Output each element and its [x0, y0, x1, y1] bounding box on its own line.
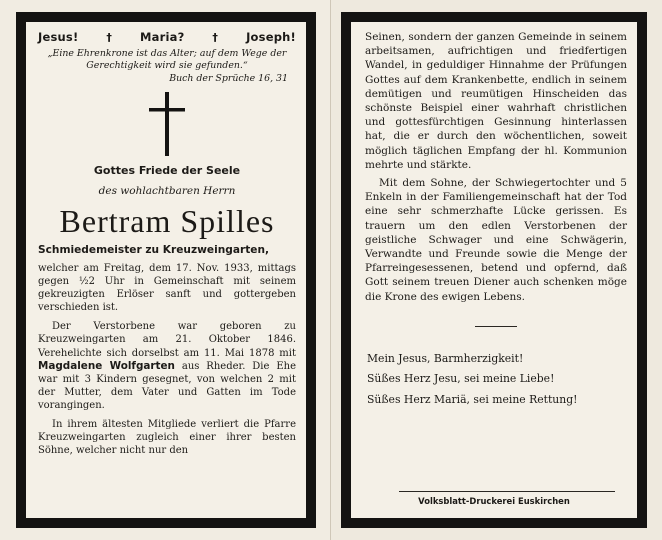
honorific-line: des wohlachtbaren Herrn — [98, 185, 236, 197]
birth-marriage-paragraph — [38, 320, 296, 412]
jesus-heading: Jesus! — [38, 30, 79, 44]
right-biography-text — [363, 30, 629, 304]
small-cross-icon: † — [212, 30, 219, 44]
holy-names-heading — [36, 30, 298, 44]
mourning-paragraph: Mit dem Sohne, der Schwiegertochter und 5 Enkeln in der Familiengemeinschaft hat der Tod eine sehr schmerzhafte Lücke gerissen. Es trauern um den edlen Verstorbenen der geistliche Schwager und eine Schwägerin, Verwandte und Freunde sowie die Menge der Pfarreingesessenen, betend und opfernd, daß Gott seinem treuen Diener auch schenken möge die Krone des ewigen Lebens. — [365, 177, 627, 303]
death-paragraph: welcher am Freitag, dem 17. Nov. 1933, mittags gegen ½2 Uhr in Gemeinschaft mit seinem gekreuzigten Erlöser sanft und gottergeben verschieden ist. — [38, 263, 296, 314]
left-card-panel — [0, 0, 330, 540]
deceased-name: Bertram Spilles — [59, 203, 275, 239]
left-biography-text — [36, 262, 298, 457]
bible-quote: „Eine Ehrenkrone ist das Alter; auf dem Wege der Gerechtigkeit wird sie gefunden.“ — [47, 48, 287, 71]
wife-name: Magdalene Wolfgarten — [38, 359, 175, 372]
printer-rule — [399, 491, 615, 492]
prayer-line: Süßes Herz Jesu, sei meine Liebe! — [367, 372, 555, 386]
birth-marriage-text-b: aus Rheder. Die Ehe war mit 3 Kindern gesegnet, von welchen 2 mit der Mutter, dem Vater und Gatten im Tode vorangingen. — [38, 360, 296, 411]
profession-line: Schmiedemeister zu Kreuzweingarten, — [38, 244, 270, 256]
joseph-heading: Joseph! — [246, 30, 296, 44]
right-card-panel — [331, 0, 661, 540]
birth-marriage-text-a: Der Verstorbene war geboren zu Kreuzweingarten am 21. Oktober 1846. Verehelichte sich dorselbst am 11. Mai 1878 mit — [38, 321, 296, 359]
gods-peace-heading: Gottes Friede der Seele — [93, 164, 241, 177]
printer-imprint: Volksblatt-Druckerei Euskirchen — [418, 496, 570, 506]
large-cross-icon — [149, 92, 185, 156]
cross-area — [36, 84, 298, 162]
small-cross-icon: † — [106, 30, 113, 44]
left-black-border-frame — [16, 12, 316, 528]
prayer-list — [363, 349, 629, 411]
prayer-line: Süßes Herz Mariä, sei meine Rettung! — [367, 392, 578, 406]
right-black-border-frame — [341, 12, 647, 528]
quote-source: Buch der Sprüche 16, 31 — [169, 73, 288, 84]
prayer-line: Mein Jesus, Barmherzigkeit! — [367, 351, 524, 365]
maria-heading: Maria? — [140, 30, 185, 44]
virtue-paragraph: Seinen, sondern der ganzen Gemeinde in seinem arbeitsamen, aufrichtigen und friedfertigen Wandel, in geduldiger Hinnahme der Prüfungen Gottes auf dem Krankenbette, endlich in seinem demütigen und reumütigen Hinscheiden das schönste Beispiel einer wahrhaft christlichen und gottesfürchtigen Gesinnung hinterlassen hat, die er durch den wöchentlichen, soweit möglich täglichen Empfang der hl. Kommunion mehrte und stärkte. — [365, 31, 627, 171]
parish-paragraph: In ihrem ältesten Mitgliede verliert die Pfarre Kreuzweingarten zugleich einer ihrer besten Söhne, welcher nicht nur den — [38, 419, 296, 457]
short-divider — [475, 326, 517, 327]
